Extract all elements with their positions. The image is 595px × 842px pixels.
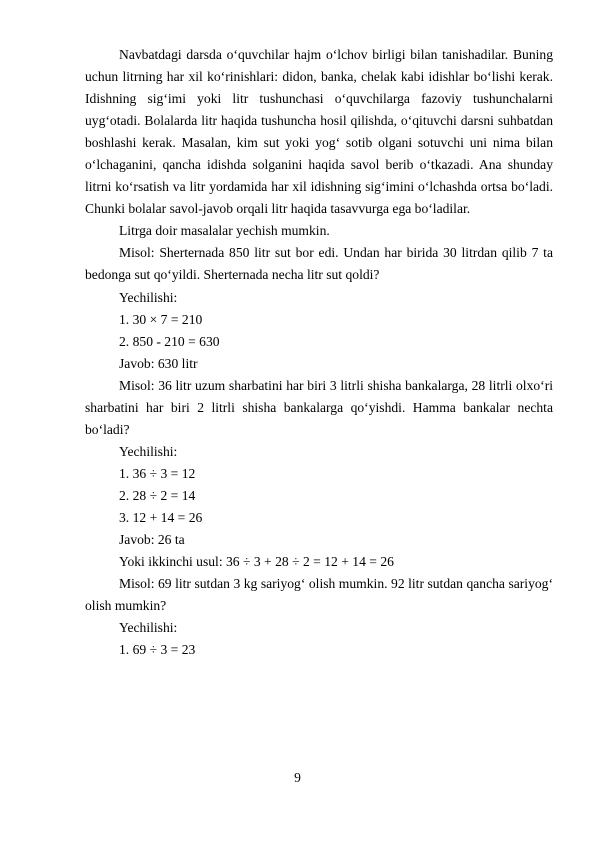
example-2-step-3: 3. 12 + 14 = 26	[119, 509, 203, 525]
example-2-step-2: 2. 28 ÷ 2 = 14	[119, 487, 196, 503]
example-1-solution-heading: Yechilishi:	[119, 289, 178, 305]
example-1-answer: Javob: 630 litr	[119, 355, 198, 371]
example-3-solution-heading: Yechilishi:	[119, 620, 178, 636]
example-1-step-2: 2. 850 - 210 = 630	[119, 333, 220, 349]
example-2-answer: Javob: 26 ta	[119, 532, 185, 548]
example-3-problem: Misol: 69 litr sutdan 3 kg sariyog‘ olish mumkin. 92 litr sutdan qancha sariyog‘ olish mumkin?	[85, 576, 553, 614]
example-1-step-1: 1. 30 × 7 = 210	[119, 311, 203, 327]
task-intro-line: Litrga doir masalalar yechish mumkin.	[119, 223, 330, 239]
document-body	[85, 44, 553, 661]
example-2-solution-heading: Yechilishi:	[119, 443, 178, 459]
example-2-problem: Misol: 36 litr uzum sharbatini har biri 3 litrli shisha bankalarga, 28 litrli olxo‘ri sharbatini har biri 2 litrli shisha bankalarga qo‘yishdi. Hamma bankalar nechta bo‘ladi?	[85, 377, 553, 437]
page-number: 9	[294, 770, 301, 785]
intro-paragraph: Navbatdagi darsda o‘quvchilar hajm o‘lchov birligi bilan tanishadilar. Buning uchun litrning har xil ko‘rinishlari: didon, banka, chelak kabi idishlar bo‘lishi kerak. Idishning sig‘imi yoki litr tushunchasi o‘quvchilarga fazoviy tushunchalarni uyg‘otadi. Bolalarda litr haqida tushuncha hosil qilishda, o‘qituvchi darsni suhbatdan boshlashi kerak. Masalan, kim sut yoki yog‘ sotib olgani sotuvchi uni nima bilan o‘lchaganini, qancha idishda solganini haqida savol berib o‘tkazadi. Ana shunday litrni ko‘rsatish va litr yordamida har xil idishning sig‘imini o‘lchashda ortsa bo‘ladi. Chunki bolalar savol-javob orqali litr haqida tasavvurga ega bo‘ladilar.	[85, 47, 553, 217]
example-3-step-1: 1. 69 ÷ 3 = 23	[119, 642, 196, 658]
example-2-alternative: Yoki ikkinchi usul: 36 ÷ 3 + 28 ÷ 2 = 12 + 14 = 26	[119, 554, 394, 570]
example-2-step-1: 1. 36 ÷ 3 = 12	[119, 465, 196, 481]
example-1-problem: Misol: Sherternada 850 litr sut bor edi. Undan har birida 30 litrdan qilib 7 ta bedonga sut qo‘yildi. Sherternada necha litr sut qoldi?	[85, 245, 553, 283]
